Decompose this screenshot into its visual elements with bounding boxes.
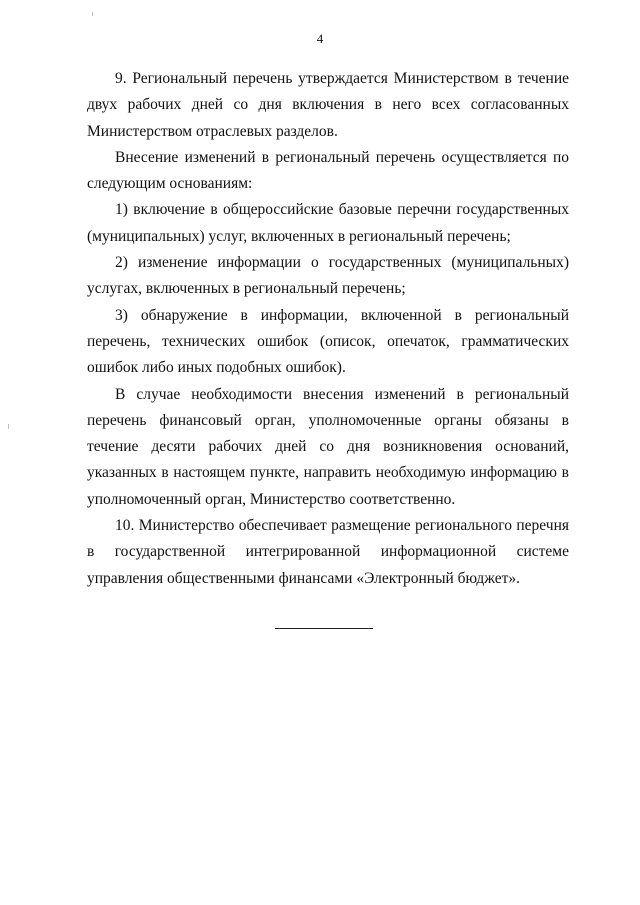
document-body	[87, 66, 569, 592]
paragraph-changes-procedure: В случае необходимости внесения изменений в региональный перечень финансовый орган, уполномоченные органы обязаны в течение десяти рабочих дней со дня возникновения оснований, указанных в настоящем пункте, направить необходимую информацию в уполномоченный орган, Министерство соответственно.	[87, 385, 569, 508]
scan-artifact-left	[8, 424, 9, 429]
page-number: 4	[316, 31, 324, 46]
paragraph-changes-intro: Внесение изменений в региональный перечень осуществляется по следующим основаниям:	[87, 148, 569, 193]
list-item-2: 2) изменение информации о государственных (муниципальных) услугах, включенных в региональный перечень;	[87, 254, 569, 298]
scan-artifact-top	[92, 12, 93, 16]
list-item-1: 1) включение в общероссийские базовые перечни государственных (муниципальных) услуг, включенных в региональный перечень;	[87, 201, 569, 245]
end-divider-line	[275, 628, 373, 629]
paragraph-9: 9. Региональный перечень утверждается Министерством в течение двух рабочих дней со дня включения в него всех согласованных Министерством отраслевых разделов.	[87, 70, 569, 140]
list-item-3: 3) обнаружение в информации, включенной в региональный перечень, технических ошибок (описок, опечаток, грамматических ошибок либо иных подобных ошибок).	[87, 306, 569, 377]
paragraph-10: 10. Министерство обеспечивает размещение регионального перечня в государственной интегрированной информационной системе управления общественными финансами «Электронный бюджет».	[87, 517, 569, 587]
